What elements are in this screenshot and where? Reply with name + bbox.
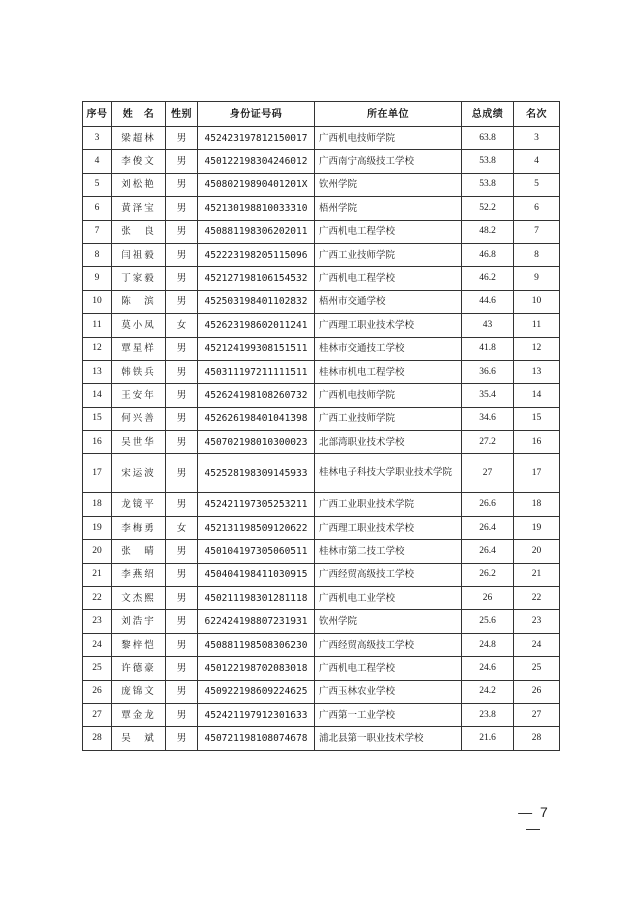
cell-id-number: 450211198301281118: [198, 587, 315, 610]
cell-rank: 7: [514, 220, 560, 243]
table-header: [83, 102, 560, 127]
cell-name: 闫祖毅: [112, 243, 166, 266]
cell-gender: 男: [166, 493, 198, 516]
table-row: [83, 290, 560, 313]
table-row: [83, 727, 560, 750]
cell-name: 张 晴: [112, 540, 166, 563]
cell-score: 26.2: [462, 563, 514, 586]
cell-gender: 男: [166, 610, 198, 633]
cell-rank: 15: [514, 407, 560, 430]
cell-name: 黎梓恺: [112, 633, 166, 656]
cell-name: 许德豪: [112, 657, 166, 680]
table-row: [83, 360, 560, 383]
cell-no: 27: [83, 703, 112, 726]
cell-unit: 广西第一工业学校: [315, 703, 462, 726]
cell-no: 24: [83, 633, 112, 656]
cell-score: 53.8: [462, 173, 514, 196]
cell-id-number: 452624198108260732: [198, 384, 315, 407]
cell-gender: 男: [166, 563, 198, 586]
cell-name: 李俊文: [112, 150, 166, 173]
cell-id-number: 452421197912301633: [198, 703, 315, 726]
table-row: [83, 243, 560, 266]
cell-id-number: 450404198411030915: [198, 563, 315, 586]
table-row: [83, 150, 560, 173]
cell-name: 文杰熙: [112, 587, 166, 610]
cell-rank: 5: [514, 173, 560, 196]
cell-gender: 男: [166, 633, 198, 656]
cell-score: 48.2: [462, 220, 514, 243]
cell-score: 26: [462, 587, 514, 610]
cell-name: 覃星样: [112, 337, 166, 360]
header-unit: 所在单位: [315, 102, 462, 127]
cell-id-number: 452423197812150017: [198, 127, 315, 150]
table-row: [83, 657, 560, 680]
table-row: [83, 680, 560, 703]
cell-score: 43: [462, 314, 514, 337]
cell-gender: 男: [166, 337, 198, 360]
cell-name: 黄泽宝: [112, 197, 166, 220]
cell-unit: 广西南宁高级技工学校: [315, 150, 462, 173]
cell-score: 27: [462, 454, 514, 493]
cell-gender: 男: [166, 150, 198, 173]
cell-no: 6: [83, 197, 112, 220]
table-row: [83, 197, 560, 220]
cell-score: 26.4: [462, 540, 514, 563]
cell-unit: 广西经贸高级技工学校: [315, 563, 462, 586]
cell-no: 19: [83, 516, 112, 539]
cell-gender: 男: [166, 727, 198, 750]
cell-id-number: 450922198609224625: [198, 680, 315, 703]
cell-rank: 24: [514, 633, 560, 656]
header-row: [83, 102, 560, 127]
table-row: [83, 610, 560, 633]
header-id-number: 身份证号码: [198, 102, 315, 127]
cell-rank: 4: [514, 150, 560, 173]
cell-rank: 28: [514, 727, 560, 750]
cell-id-number: 450122198702083018: [198, 657, 315, 680]
table-row: [83, 220, 560, 243]
cell-name: 丁家毅: [112, 267, 166, 290]
cell-no: 18: [83, 493, 112, 516]
cell-name: 陈 滨: [112, 290, 166, 313]
cell-unit: 广西理工职业技术学校: [315, 314, 462, 337]
cell-id-number: 452124199308151511: [198, 337, 315, 360]
cell-unit: 广西经贸高级技工学校: [315, 633, 462, 656]
cell-score: 46.8: [462, 243, 514, 266]
cell-no: 23: [83, 610, 112, 633]
cell-rank: 6: [514, 197, 560, 220]
cell-rank: 11: [514, 314, 560, 337]
cell-no: 25: [83, 657, 112, 680]
cell-gender: 男: [166, 540, 198, 563]
cell-score: 21.6: [462, 727, 514, 750]
cell-rank: 21: [514, 563, 560, 586]
header-score: 总成绩: [462, 102, 514, 127]
cell-id-number: 452528198309145933: [198, 454, 315, 493]
cell-unit: 广西机电工业学校: [315, 587, 462, 610]
cell-gender: 男: [166, 243, 198, 266]
cell-no: 16: [83, 431, 112, 454]
cell-id-number: 622424198807231931: [198, 610, 315, 633]
cell-score: 24.6: [462, 657, 514, 680]
cell-score: 26.6: [462, 493, 514, 516]
header-gender: 性别: [166, 102, 198, 127]
cell-name: 刘浩宇: [112, 610, 166, 633]
cell-no: 14: [83, 384, 112, 407]
cell-rank: 3: [514, 127, 560, 150]
cell-id-number: 452127198106154532: [198, 267, 315, 290]
cell-id-number: 452421197305253211: [198, 493, 315, 516]
table-row: [83, 454, 560, 493]
cell-name: 覃金龙: [112, 703, 166, 726]
cell-no: 10: [83, 290, 112, 313]
table-row: [83, 267, 560, 290]
cell-unit: 广西机电工程学校: [315, 220, 462, 243]
cell-unit: 广西工业技师学院: [315, 243, 462, 266]
cell-name: 吴 斌: [112, 727, 166, 750]
cell-name: 莫小凤: [112, 314, 166, 337]
cell-gender: 男: [166, 384, 198, 407]
cell-id-number: 452626198401041398: [198, 407, 315, 430]
cell-unit: 广西工业技师学院: [315, 407, 462, 430]
cell-id-number: 450311197211111511: [198, 360, 315, 383]
cell-id-number: 450721198108074678: [198, 727, 315, 750]
cell-gender: 男: [166, 360, 198, 383]
cell-name: 张 良: [112, 220, 166, 243]
cell-id-number: 452131198509120622: [198, 516, 315, 539]
cell-unit: 广西玉林农业学校: [315, 680, 462, 703]
cell-rank: 20: [514, 540, 560, 563]
cell-id-number: 452623198602011241: [198, 314, 315, 337]
header-rank: 名次: [514, 102, 560, 127]
cell-score: 41.8: [462, 337, 514, 360]
cell-rank: 27: [514, 703, 560, 726]
cell-name: 庞锦文: [112, 680, 166, 703]
cell-unit: 钦州学院: [315, 610, 462, 633]
header-no: 序号: [83, 102, 112, 127]
cell-name: 何兴善: [112, 407, 166, 430]
cell-name: 刘松艳: [112, 173, 166, 196]
cell-name: 吴世华: [112, 431, 166, 454]
cell-unit: 桂林市交通技工学校: [315, 337, 462, 360]
cell-score: 63.8: [462, 127, 514, 150]
cell-no: 21: [83, 563, 112, 586]
cell-score: 26.4: [462, 516, 514, 539]
cell-score: 44.6: [462, 290, 514, 313]
cell-no: 11: [83, 314, 112, 337]
cell-unit: 梧州学院: [315, 197, 462, 220]
cell-unit: 北部湾职业技术学校: [315, 431, 462, 454]
table-row: [83, 173, 560, 196]
cell-name: 韩铁兵: [112, 360, 166, 383]
cell-no: 26: [83, 680, 112, 703]
cell-id-number: 450881198306202011: [198, 220, 315, 243]
cell-no: 9: [83, 267, 112, 290]
cell-unit: 钦州学院: [315, 173, 462, 196]
cell-id-number: 452503198401102832: [198, 290, 315, 313]
cell-unit: 桂林电子科技大学职业技术学院: [315, 454, 462, 493]
cell-no: 28: [83, 727, 112, 750]
table-row: [83, 633, 560, 656]
cell-gender: 男: [166, 657, 198, 680]
cell-unit: 广西机电技师学院: [315, 384, 462, 407]
cell-unit: 广西理工职业技术学校: [315, 516, 462, 539]
cell-name: 龙镜平: [112, 493, 166, 516]
table-row: [83, 384, 560, 407]
cell-gender: 男: [166, 680, 198, 703]
cell-no: 15: [83, 407, 112, 430]
cell-id-number: 452223198205115096: [198, 243, 315, 266]
cell-rank: 14: [514, 384, 560, 407]
cell-rank: 12: [514, 337, 560, 360]
cell-no: 13: [83, 360, 112, 383]
cell-no: 8: [83, 243, 112, 266]
page-number: — 7 —: [518, 804, 550, 836]
cell-gender: 女: [166, 314, 198, 337]
header-name: 姓 名: [112, 102, 166, 127]
cell-unit: 梧州市交通学校: [315, 290, 462, 313]
table-row: [83, 337, 560, 360]
cell-unit: 广西工业职业技术学院: [315, 493, 462, 516]
results-table: [82, 101, 560, 751]
cell-gender: 男: [166, 197, 198, 220]
cell-id-number: 450122198304246012: [198, 150, 315, 173]
table-row: [83, 314, 560, 337]
cell-unit: 桂林市机电工程学校: [315, 360, 462, 383]
cell-id-number: 452130198810033310: [198, 197, 315, 220]
table-row: [83, 540, 560, 563]
table-row: [83, 516, 560, 539]
cell-rank: 25: [514, 657, 560, 680]
cell-no: 7: [83, 220, 112, 243]
table-row: [83, 127, 560, 150]
cell-no: 22: [83, 587, 112, 610]
cell-score: 23.8: [462, 703, 514, 726]
cell-score: 53.8: [462, 150, 514, 173]
cell-no: 17: [83, 454, 112, 493]
cell-no: 4: [83, 150, 112, 173]
cell-rank: 17: [514, 454, 560, 493]
cell-rank: 13: [514, 360, 560, 383]
cell-unit: 广西机电工程学校: [315, 267, 462, 290]
cell-name: 王安年: [112, 384, 166, 407]
cell-score: 25.6: [462, 610, 514, 633]
cell-gender: 男: [166, 267, 198, 290]
cell-name: 李梅勇: [112, 516, 166, 539]
cell-unit: 浦北县第一职业技术学校: [315, 727, 462, 750]
table-row: [83, 703, 560, 726]
cell-no: 12: [83, 337, 112, 360]
cell-gender: 男: [166, 407, 198, 430]
cell-gender: 男: [166, 587, 198, 610]
cell-no: 20: [83, 540, 112, 563]
cell-name: 李燕绍: [112, 563, 166, 586]
cell-id-number: 450702198010300023: [198, 431, 315, 454]
cell-rank: 23: [514, 610, 560, 633]
cell-id-number: 45080219890401201X: [198, 173, 315, 196]
cell-gender: 女: [166, 516, 198, 539]
cell-gender: 男: [166, 431, 198, 454]
cell-score: 52.2: [462, 197, 514, 220]
cell-id-number: 450881198508306230: [198, 633, 315, 656]
cell-gender: 男: [166, 290, 198, 313]
table-row: [83, 431, 560, 454]
cell-rank: 8: [514, 243, 560, 266]
cell-gender: 男: [166, 173, 198, 196]
cell-rank: 16: [514, 431, 560, 454]
table-row: [83, 407, 560, 430]
table-row: [83, 493, 560, 516]
cell-gender: 男: [166, 703, 198, 726]
cell-no: 3: [83, 127, 112, 150]
cell-score: 36.6: [462, 360, 514, 383]
cell-score: 46.2: [462, 267, 514, 290]
cell-rank: 10: [514, 290, 560, 313]
cell-gender: 男: [166, 127, 198, 150]
cell-unit: 桂林市第二技工学校: [315, 540, 462, 563]
cell-score: 24.8: [462, 633, 514, 656]
cell-rank: 19: [514, 516, 560, 539]
table-body: [83, 127, 560, 751]
cell-gender: 男: [166, 454, 198, 493]
cell-id-number: 450104197305060511: [198, 540, 315, 563]
cell-rank: 22: [514, 587, 560, 610]
table-row: [83, 563, 560, 586]
cell-unit: 广西机电工程学校: [315, 657, 462, 680]
table-row: [83, 587, 560, 610]
cell-unit: 广西机电技师学院: [315, 127, 462, 150]
cell-score: 27.2: [462, 431, 514, 454]
cell-score: 24.2: [462, 680, 514, 703]
cell-no: 5: [83, 173, 112, 196]
cell-gender: 男: [166, 220, 198, 243]
cell-rank: 26: [514, 680, 560, 703]
cell-name: 梁超林: [112, 127, 166, 150]
cell-rank: 18: [514, 493, 560, 516]
cell-rank: 9: [514, 267, 560, 290]
cell-name: 宋运波: [112, 454, 166, 493]
cell-score: 34.6: [462, 407, 514, 430]
cell-score: 35.4: [462, 384, 514, 407]
